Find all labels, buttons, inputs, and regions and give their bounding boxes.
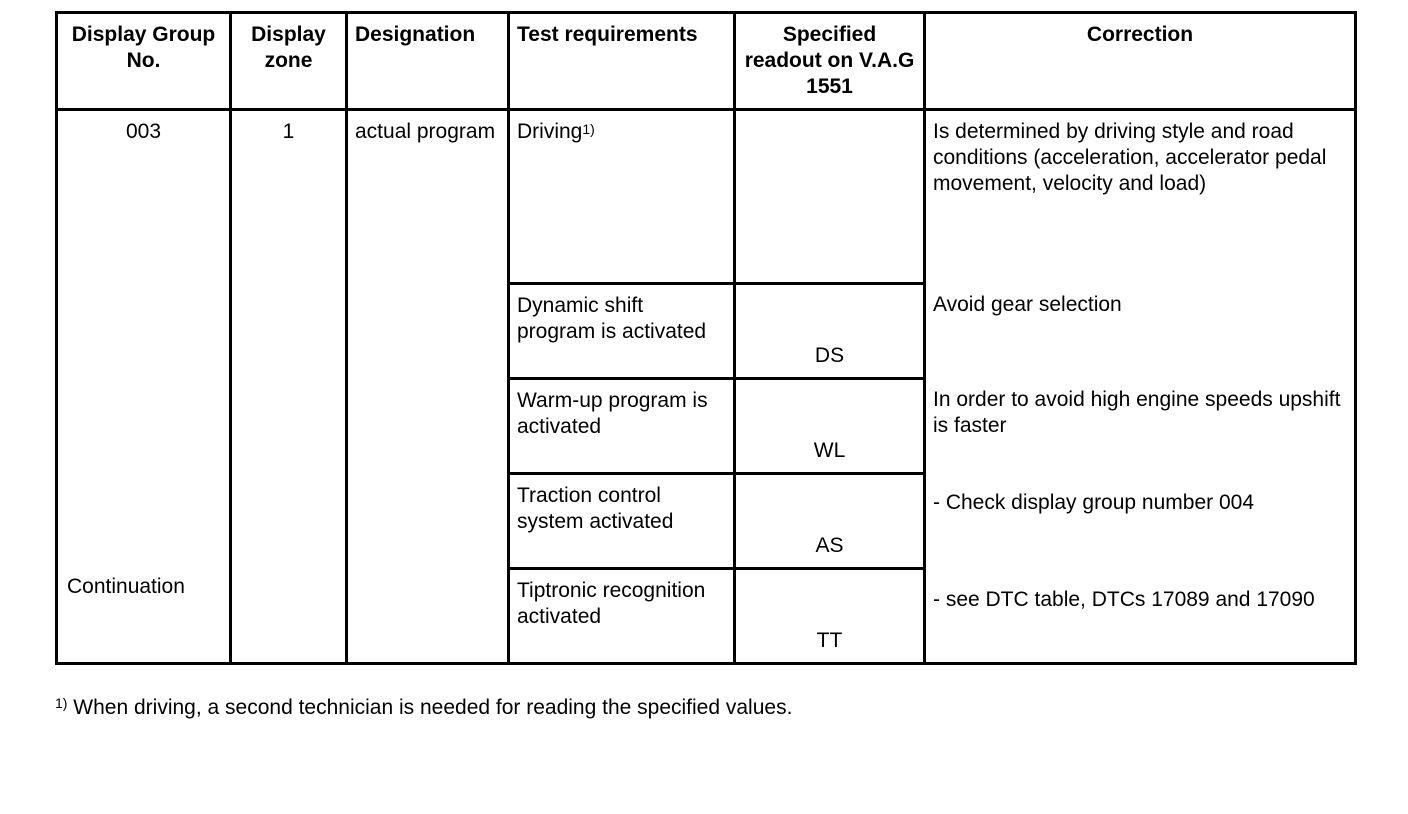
group-number: 003 [125,120,162,143]
correction-cell: Avoid gear selection [925,284,1356,379]
footnote [55,694,792,722]
readout-cell: TT [735,569,925,664]
zone-cell: 1 [231,110,347,664]
correction-cell: Is determined by driving style and road conditions (acceleration, accelerator pedal movement, velocity and load) [925,110,1356,284]
readout-cell: WL [735,379,925,474]
display-group-table [55,11,1357,665]
correction-cell: - Check display group number 004 [925,474,1356,569]
test-requirement-cell [509,110,735,284]
correction-cell: - see DTC table, DTCs 17089 and 17090 [925,569,1356,664]
table-header-row [57,13,1356,110]
header-correction: Correction [925,13,1356,110]
header-zone: Display zone [231,13,347,110]
test-requirement-cell: Traction control system activated [509,474,735,569]
footnote-text: When driving, a second technician is needed for reading the specified values. [73,696,793,719]
test-requirement-cell: Tiptronic recognition activated [509,569,735,664]
readout-cell: AS [735,474,925,569]
test-requirement-text: Driving [517,120,583,143]
test-requirement-cell: Dynamic shift program is activated [509,284,735,379]
readout-cell: DS [735,284,925,379]
test-requirement-cell: Warm-up program is activated [509,379,735,474]
designation-cell: actual program [347,110,509,664]
header-specified-readout: Specified readout on V.A.G 1551 [735,13,925,110]
continuation-label: Continuation [67,575,185,598]
group-number-cell [57,110,231,664]
readout-cell [735,110,925,284]
correction-cell: In order to avoid high engine speeds upshift is faster [925,379,1356,474]
header-test-requirements: Test requirements [509,13,735,110]
table-row [57,110,1356,284]
header-group-no: Display Group No. [57,13,231,110]
footnote-marker: 1) [55,695,68,711]
footnote-marker: 1) [582,121,595,137]
header-designation: Designation [347,13,509,110]
